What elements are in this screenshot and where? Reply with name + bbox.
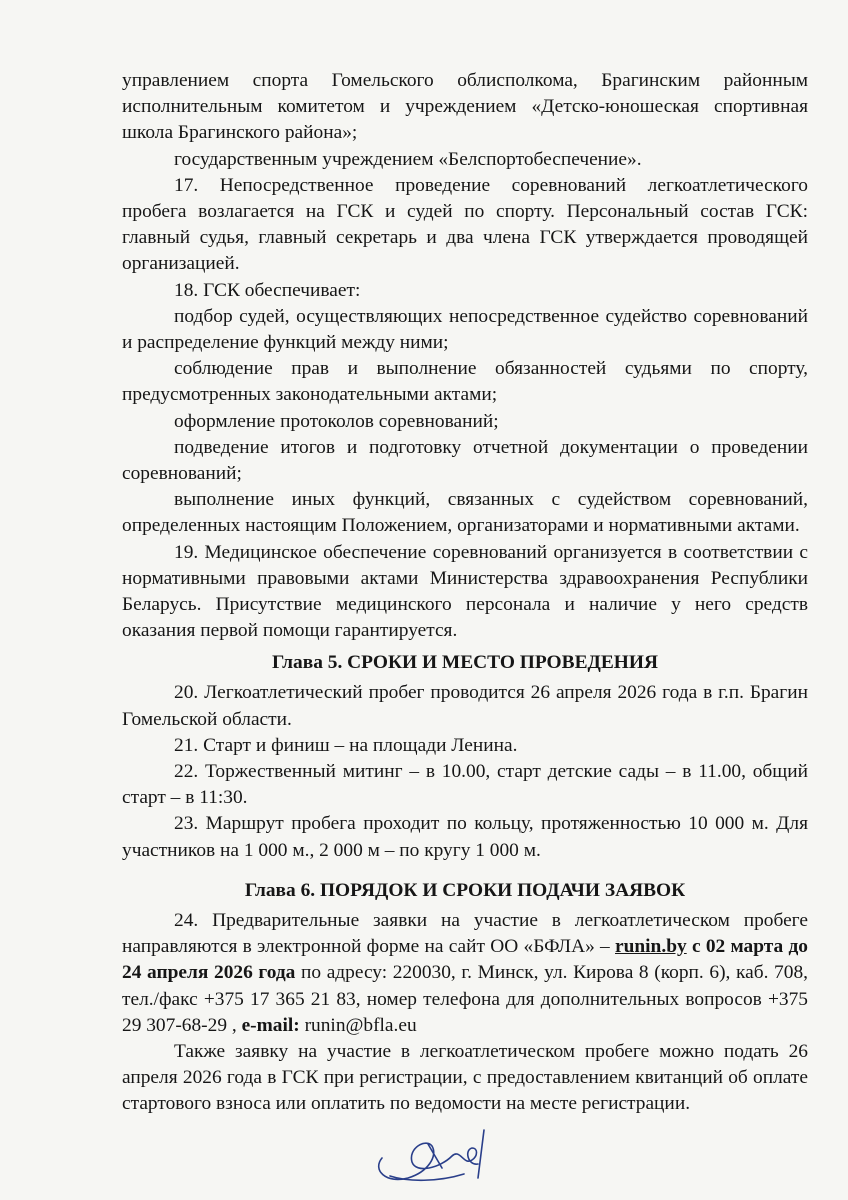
- paragraph-19: 19. Медицинское обеспечение соревнований организуется в соответствии с нормативными правовыми актами Министерства здравоохранения Республики Беларусь. Присутствие медицинского персонала и наличие у него средств оказания первой помощи гарантируется.: [122, 541, 808, 642]
- paragraph-20: 20. Легкоатлетический пробег проводится 26 апреля 2026 года в г.п. Брагин Гомельской области.: [122, 682, 808, 730]
- chapter-5-heading: Глава 5. СРОКИ И МЕСТО ПРОВЕДЕНИЯ: [272, 652, 658, 674]
- paragraph: соблюдение прав и выполнение обязанностей судьями по спорту, предусмотренных законодательными актами;: [122, 358, 808, 406]
- document-body: [122, 68, 808, 1118]
- paragraph-17: 17. Непосредственное проведение соревнований легкоатлетического пробега возлагается на ГСК и судей по спорту. Персональный состав ГСК: главный судья, главный секретарь и два члена ГСК утверждается проводящей организацией.: [122, 174, 808, 275]
- paragraph-25: Также заявку на участие в легкоатлетическом пробеге можно подать 26 апреля 2026 года в ГСК при регистрации, с предоставлением квитанций об оплате стартового взноса или оплатить по ведомости на месте регистрации.: [122, 1040, 808, 1115]
- paragraph-18: 18. ГСК обеспечивает:: [174, 279, 361, 301]
- paragraph: управлением спорта Гомельского облисполкома, Брагинским районным исполнительным комитетом и учреждением «Детско-юношеская спортивная школа Брагинского района»;: [122, 70, 808, 144]
- paragraph: выполнение иных функций, связанных с судейством соревнований, определенных настоящим Положением, организаторами и нормативными актами.: [122, 489, 808, 537]
- chapter-6-heading: Глава 6. ПОРЯДОК И СРОКИ ПОДАЧИ ЗАЯВОК: [244, 879, 686, 901]
- signature-image: [368, 1118, 498, 1190]
- paragraph: государственным учреждением «Белспортобеспечение».: [174, 148, 642, 170]
- paragraph-23: 23. Маршрут пробега проходит по кольцу, протяженностью 10 000 м. Для участников на 1 000 м., 2 000 м – по кругу 1 000 м.: [122, 813, 808, 861]
- email-label: e-mail:: [241, 1014, 300, 1036]
- application-dates: с 02 марта до 24 апреля 2026 года: [122, 936, 808, 984]
- paragraph: оформление протоколов соревнований;: [174, 410, 499, 432]
- paragraph-21: 21. Старт и финиш – на площади Ленина.: [174, 734, 518, 756]
- paragraph-24: [122, 908, 808, 1039]
- paragraph-22: 22. Торжественный митинг – в 10.00, старт детские сады – в 11.00, общий старт – в 11:30.: [122, 761, 808, 809]
- email-address[interactable]: runin@bfla.eu: [299, 1014, 417, 1036]
- paragraph-24-text: 24. Предварительные заявки на участие в легкоатлетическом пробеге направляются в электронной форме на сайт ОО «БФЛА» –: [122, 909, 808, 958]
- paragraph: подведение итогов и подготовку отчетной документации о проведении соревнований;: [122, 436, 808, 485]
- paragraph-24-address: по адресу: 220030, г. Минск, ул. Кирова 8 (корп. 6), каб. 708, тел./факс +375 17 365 21 83, номер телефона для дополнительных вопросов +375 29 307-68-29 ,: [122, 962, 808, 1036]
- runin-link[interactable]: runin.by: [615, 936, 687, 958]
- paragraph: подбор судей, осуществляющих непосредственное судейство соревнований и распределение функций между ними;: [122, 305, 808, 354]
